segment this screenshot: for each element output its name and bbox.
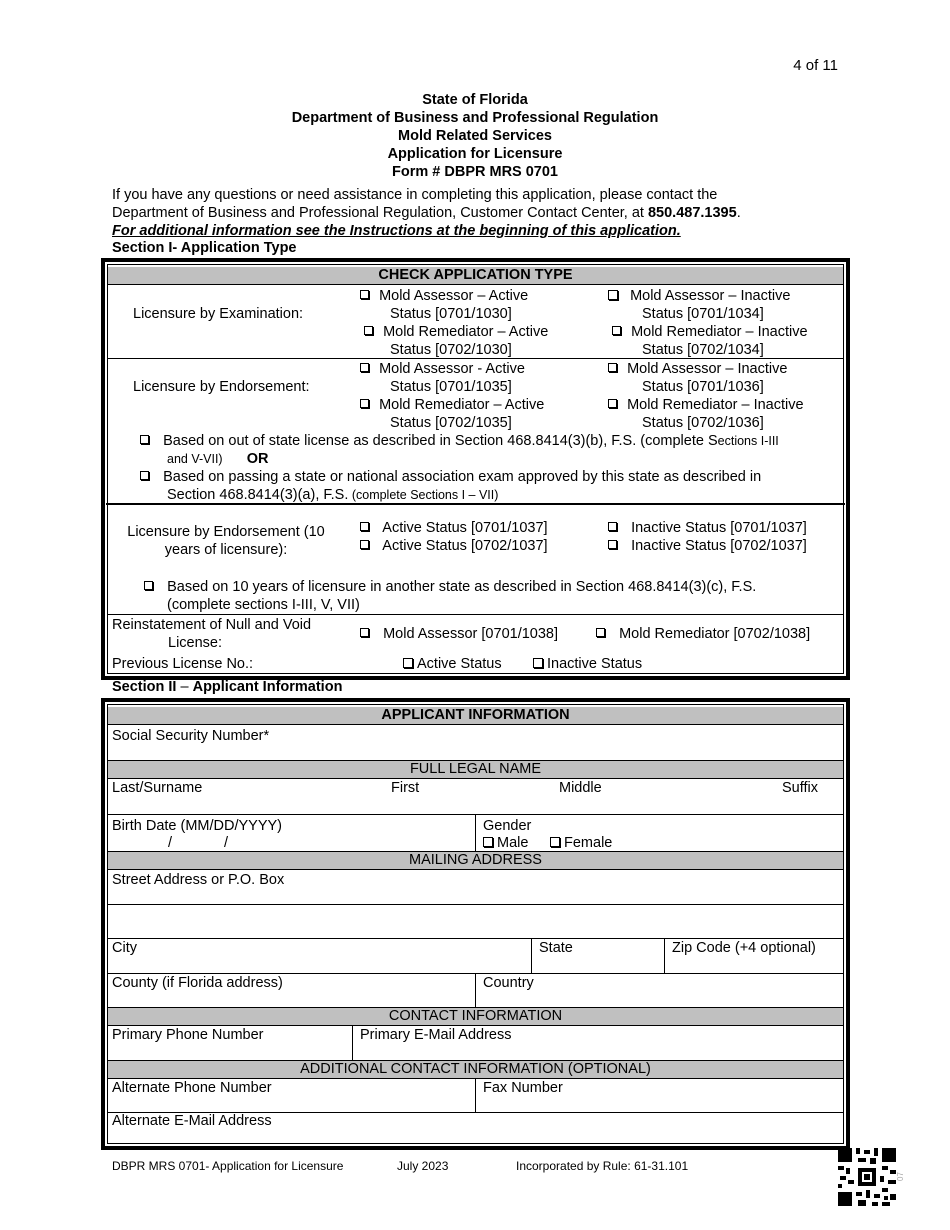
endorse-label: Licensure by Endorsement: (133, 379, 310, 395)
gender-female[interactable]: Female (550, 834, 612, 852)
intro-line-2: Department of Business and Professional Regulation, Customer Contact Center, at 850.487.1395. (112, 205, 741, 221)
fax-number-field[interactable]: Fax Number (483, 1080, 563, 1096)
exam-assessor-active-status: Status [0701/1030] (390, 306, 512, 322)
footer-rule: Incorporated by Rule: 61-31.101 (516, 1159, 689, 1173)
middle-name-field[interactable]: Middle (559, 780, 602, 796)
header-form-number: Form # DBPR MRS 0701 (392, 164, 558, 180)
endorse-assessor-inactive-status: Status [0701/1036] (642, 379, 764, 395)
previous-license-label: Previous License No.: (112, 656, 254, 672)
reinstatement-remediator[interactable]: Mold Remediator [0702/1038] (596, 625, 810, 643)
applicant-info-inner (107, 704, 844, 1144)
contact-phone: 850.487.1395 (647, 205, 737, 221)
zip-code-field[interactable]: Zip Code (+4 optional) (672, 940, 816, 956)
section-1-title: Section I- Application Type (112, 240, 297, 256)
ten-year-option[interactable]: Based on 10 years of licensure in another state as described in Section 468.8414(3)(c), F.S. (144, 578, 756, 596)
previous-license-inactive[interactable]: Inactive Status (533, 655, 642, 673)
footer-form-name: DBPR MRS 0701- Application for Licensure (112, 1159, 344, 1173)
checkbox-icon[interactable] (483, 837, 493, 847)
ten-year-label-2: years of licensure): (164, 542, 288, 558)
form-header (0, 91, 950, 181)
divider (108, 904, 843, 905)
check-application-type-bar: CHECK APPLICATION TYPE (108, 267, 843, 285)
endorse-option-exam[interactable]: Based on passing a state or national association exam approved by this state as described in (140, 468, 761, 486)
checkbox-icon[interactable] (144, 581, 153, 590)
applicant-information-bar: APPLICANT INFORMATION (108, 707, 843, 725)
ten-year-inactive-0702[interactable]: Inactive Status [0702/1037] (608, 537, 807, 555)
footer-date: July 2023 (397, 1159, 449, 1173)
ten-year-active-0701[interactable]: Active Status [0701/1037] (360, 519, 548, 537)
exam-assessor-inactive[interactable]: Mold Assessor – Inactive (608, 287, 790, 305)
endorse-remediator-active-status: Status [0702/1035] (390, 415, 512, 431)
checkbox-icon[interactable] (608, 363, 617, 372)
birth-date-field[interactable]: Birth Date (MM/DD/YYYY) (112, 818, 282, 834)
checkbox-icon[interactable] (612, 326, 621, 335)
exam-label: Licensure by Examination: (133, 306, 304, 322)
endorse-remediator-inactive[interactable]: Mold Remediator – Inactive (608, 396, 804, 414)
divider (106, 503, 845, 505)
divider (664, 938, 665, 973)
checkbox-icon[interactable] (533, 658, 543, 668)
divider (108, 358, 843, 359)
full-legal-name-bar: FULL LEGAL NAME (108, 761, 843, 779)
birth-date-slash: / (168, 835, 173, 851)
intro-line-1: If you have any questions or need assistance in completing this application, please contact the (112, 187, 718, 203)
checkbox-icon[interactable] (360, 522, 369, 531)
checkbox-icon[interactable] (608, 399, 617, 408)
endorse-assessor-active[interactable]: Mold Assessor - Active (360, 360, 525, 378)
gender-label: Gender (483, 818, 532, 834)
application-type-inner (107, 264, 844, 674)
reinstatement-label-2: License: (168, 635, 223, 651)
endorse-assessor-inactive[interactable]: Mold Assessor – Inactive (608, 360, 787, 378)
checkbox-icon[interactable] (360, 290, 369, 299)
checkbox-icon[interactable] (360, 540, 369, 549)
last-name-field[interactable]: Last/Surname (112, 780, 203, 796)
birth-date-slash: / (224, 835, 229, 851)
header-state: State of Florida (422, 92, 528, 108)
checkbox-icon[interactable] (364, 326, 373, 335)
contact-information-bar: CONTACT INFORMATION (108, 1008, 843, 1026)
intro-text (112, 186, 832, 240)
checkbox-icon[interactable] (550, 837, 560, 847)
applicant-info-box (101, 698, 850, 1150)
divider (475, 1079, 476, 1112)
ten-year-option-cont: (complete sections I-III, V, VII) (167, 597, 360, 613)
exam-remediator-inactive[interactable]: Mold Remediator – Inactive (612, 323, 808, 341)
previous-license-active[interactable]: Active Status (403, 655, 502, 673)
header-application: Application for Licensure (387, 146, 563, 162)
primary-email-field[interactable]: Primary E-Mail Address (360, 1027, 512, 1043)
checkbox-icon[interactable] (608, 290, 618, 300)
reinstatement-label-1: Reinstatement of Null and Void (112, 617, 312, 633)
endorse-remediator-active[interactable]: Mold Remediator – Active (360, 396, 544, 414)
section-2-title: Section II – Applicant Information (112, 679, 343, 695)
gender-male[interactable]: Male (483, 834, 528, 852)
endorse-assessor-active-status: Status [0701/1035] (390, 379, 512, 395)
endorse-remediator-inactive-status: Status [0702/1036] (642, 415, 764, 431)
primary-phone-field[interactable]: Primary Phone Number (112, 1027, 264, 1043)
exam-remediator-inactive-status: Status [0702/1034] (642, 342, 764, 358)
page-number: 4 of 11 (793, 57, 838, 74)
qr-code-icon (838, 1148, 896, 1206)
footer-code: 07 (895, 1172, 905, 1181)
checkbox-icon[interactable] (360, 363, 369, 372)
ten-year-label-1: Licensure by Endorsement (10 (127, 524, 325, 540)
ssn-field[interactable]: Social Security Number* (112, 728, 270, 744)
additional-contact-bar: ADDITIONAL CONTACT INFORMATION (OPTIONAL) (108, 1061, 843, 1079)
reinstatement-assessor[interactable]: Mold Assessor [0701/1038] (360, 625, 558, 643)
divider (108, 614, 843, 615)
street-address-field[interactable]: Street Address or P.O. Box (112, 872, 285, 888)
divider (531, 938, 532, 973)
divider (352, 1026, 353, 1060)
checkbox-icon[interactable] (140, 471, 149, 480)
application-type-box (101, 258, 850, 680)
city-field[interactable]: City (112, 940, 137, 956)
divider (475, 973, 476, 1007)
checkbox-icon[interactable] (360, 628, 369, 637)
exam-assessor-active[interactable]: Mold Assessor – Active (360, 287, 528, 305)
divider (475, 814, 476, 851)
header-services: Mold Related Services (398, 128, 552, 144)
header-department: Department of Business and Professional Regulation (291, 110, 659, 126)
exam-remediator-active-status: Status [0702/1030] (390, 342, 512, 358)
checkbox-icon[interactable] (608, 540, 617, 549)
checkbox-icon[interactable] (403, 658, 413, 668)
endorse-option-out-of-state[interactable]: Based on out of state license as described in Section 468.8414(3)(b), F.S. (complete Sections I-III (140, 432, 779, 450)
state-field[interactable]: State (539, 940, 573, 956)
exam-assessor-inactive-status: Status [0701/1034] (642, 306, 764, 322)
endorse-option-out-of-state-cont: and V-VII) OR (167, 451, 269, 467)
checkbox-icon[interactable] (140, 435, 149, 444)
exam-remediator-active[interactable]: Mold Remediator – Active (364, 323, 548, 341)
checkbox-icon[interactable] (596, 628, 605, 637)
country-field[interactable]: Country (483, 975, 534, 991)
endorse-option-exam-cont: Section 468.8414(3)(a), F.S. (complete Sections I – VII) (167, 487, 499, 503)
county-field[interactable]: County (if Florida address) (112, 975, 283, 991)
mailing-address-bar: MAILING ADDRESS (108, 852, 843, 870)
suffix-field[interactable]: Suffix (782, 780, 819, 796)
ten-year-active-0702[interactable]: Active Status [0702/1037] (360, 537, 548, 555)
checkbox-icon[interactable] (608, 522, 617, 531)
alternate-phone-field[interactable]: Alternate Phone Number (112, 1080, 272, 1096)
first-name-field[interactable]: First (391, 780, 420, 796)
checkbox-icon[interactable] (360, 399, 369, 408)
ten-year-inactive-0701[interactable]: Inactive Status [0701/1037] (608, 519, 807, 537)
alternate-email-field[interactable]: Alternate E-Mail Address (112, 1113, 272, 1129)
instructions-note: For additional information see the Instructions at the beginning of this application. (112, 223, 681, 239)
